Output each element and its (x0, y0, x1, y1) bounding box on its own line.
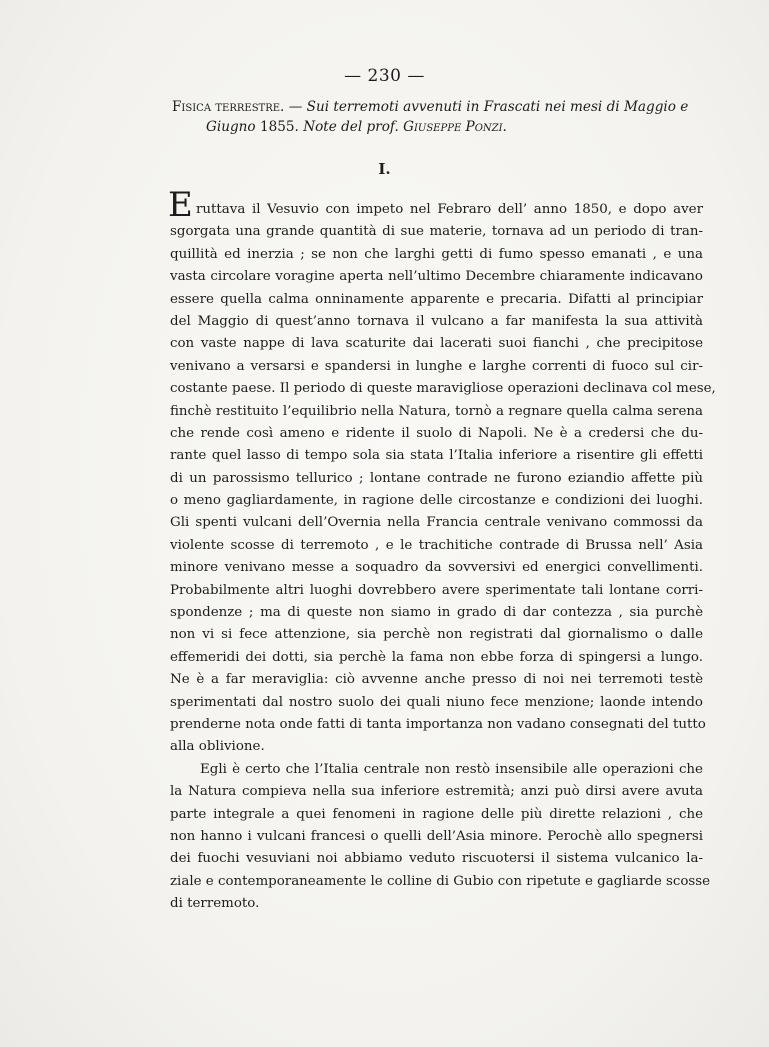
page-number: — 230 — (344, 66, 425, 86)
text-line: Egli è certo che l’Italia centrale non restò insensibile alle operazioni che (200, 761, 703, 777)
title-author: Giuseppe Ponzi. (403, 119, 507, 135)
text-line: Ne è a far meraviglia: ciò avvenne anche presso di noi nei terremoti testè (170, 672, 703, 688)
text-line: che rende così ameno e ridente il suolo di Napoli. Ne è a credersi che du- (170, 425, 703, 441)
text-line: di terremoto. (170, 896, 260, 912)
text-line: sperimentati dal nostro suolo dei quali niuno fece menzione; laonde intendo (170, 694, 703, 710)
text-line: vasta circolare voragine aperta nell’ultimo Decembre chiaramente indicavano (170, 269, 703, 285)
text-line: sgorgata una grande quantità di sue materie, tornava ad un periodo di tran- (170, 224, 703, 240)
text-line: non vi si fece attenzione, sia perchè non registrati dal giornalismo o dalle (170, 627, 703, 643)
text-line: del Maggio di quest’anno tornava il vulcano a far manifesta la sua attività (170, 313, 703, 329)
title-prefix: Fisica terrestre. — (172, 99, 303, 115)
text-line: non hanno i vulcani francesi o quelli dell’Asia minore. Perochè allo spegnersi (170, 828, 703, 844)
text-line: venivano a versarsi e spandersi in lunghe e larghe correnti di fuoco sul cir- (170, 358, 703, 374)
text-line: effemeridi dei dotti, sia perchè la fama non ebbe forza di spingersi a lungo. (170, 649, 703, 665)
text-line: Probabilmente altri luoghi dovrebbero avere sperimentate tali lontane corri- (170, 582, 703, 598)
text-line: prenderne nota onde fatti di tanta importanza non vadano consegnati del tutto (170, 716, 706, 732)
text-line: parte integrale a quei fenomeni in ragione delle più dirette relazioni , che (170, 806, 703, 822)
text-line: dei fuochi vesuviani noi abbiamo veduto riscuotersi il sistema vulcanico la- (170, 851, 703, 867)
section-numeral: I. (378, 160, 391, 178)
text-line: minore venivano messe a soquadro da sovversivi ed energici convellimenti. (170, 560, 703, 576)
article-title (172, 97, 712, 137)
body-text (168, 185, 716, 916)
text-line: essere quella calma onninamente apparente e precaria. Difatti al principiar (170, 291, 703, 307)
text-line: con vaste nappe di lava scaturite dai lacerati suoi fianchi , che precipitose (170, 336, 703, 352)
text-line: Gli spenti vulcani dell’Overnia nella Francia centrale venivano commossi da (170, 515, 703, 531)
drop-cap: E (168, 185, 193, 225)
text-line: alla oblivione. (170, 739, 265, 755)
text-line: quillità ed inerzia ; se non che larghi getti di fumo spesso emanati , e una (170, 246, 703, 262)
title-italic-1: Sui terremoti avvenuti in Frascati nei mesi di Maggio e (306, 99, 689, 115)
text-line: o meno gagliardamente, in ragione delle circostanze e condizioni dei luoghi. (170, 493, 703, 509)
text-line: finchè restituito l’equilibrio nella Natura, tornò a regnare quella calma serena (170, 403, 703, 419)
title-line-2 (172, 117, 712, 137)
text-line: ziale e contemporaneamente le colline di Gubio con ripetute e gagliarde scosse (170, 873, 711, 889)
text-line: rante quel lasso di tempo sola sia stata l’Italia inferiore a risentire gli effetti (170, 448, 703, 464)
text-line: la Natura compieva nella sua inferiore estremità; anzi può dirsi avere avuta (170, 784, 703, 800)
title-italic-2b: Note del prof. (303, 119, 399, 135)
title-italic-2a: Giugno (206, 119, 256, 135)
text-line: violente scosse di terremoto , e le trachitiche contrade di Brussa nell’ Asia (170, 537, 703, 553)
text-line: ruttava il Vesuvio con impeto nel Febraro dell’ anno 1850, e dopo aver (196, 202, 703, 217)
text-line: di un parossismo tellurico ; lontane contrade ne furono eziandio affette più (170, 470, 703, 486)
title-year: 1855. (259, 119, 299, 135)
text-line: spondenze ; ma di queste non siamo in grado di dar contezza , sia purchè (170, 605, 703, 621)
text-line: costante paese. Il periodo di queste maravigliose operazioni declinava col mese, (170, 381, 716, 397)
